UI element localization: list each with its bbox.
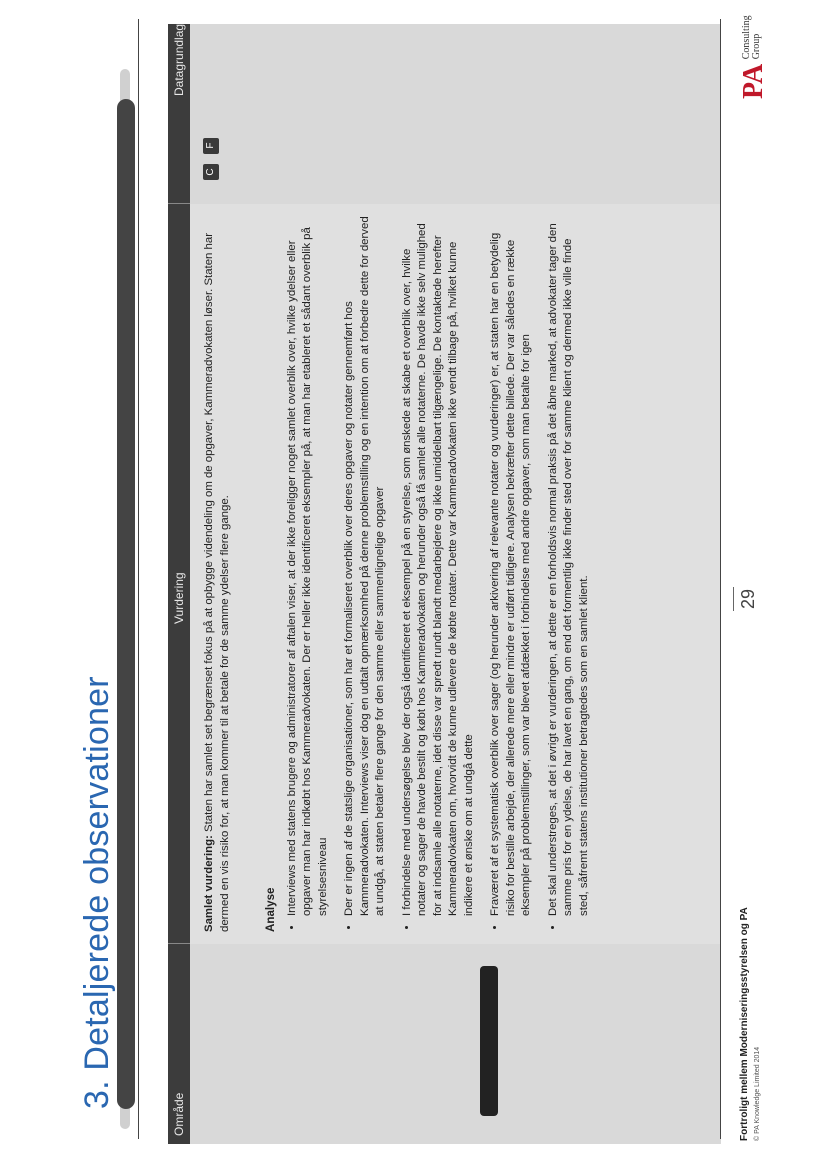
header-evaluation: Vurdering xyxy=(172,572,186,624)
title-underline xyxy=(117,99,135,1109)
page-number: 29 xyxy=(738,588,758,609)
page-title: 3. Detaljerede observationer xyxy=(78,676,116,1109)
analysis-list xyxy=(285,212,593,932)
footer xyxy=(738,907,764,1141)
logo-line2: Group xyxy=(751,33,762,60)
list-item: • I forbindelse med undersøgelse blev der også identificeret et eksempel på en styrelse, som ønskede at skabe et overblik over, hvilke notater og sager de havde bestilt og købt hos Kammeradvokaten og herunder også få samlet alle notaterne. De havde ikke selv mulighed for at indsamle alle notaterne, idet disse var spredt rundt blandt medarbejdere og ikke umiddelbart tilgængelige. De kontaktede herefter Kammeradvokaten om, hvorvidt de kunne udlevere de købte notater. Dette var Kammeradvokaten ikke vendt tilbage på, hvilket kunne indikere et ønske om at undgå dette xyxy=(400,212,478,916)
table-header xyxy=(168,24,190,1144)
top-rule xyxy=(138,19,139,1139)
header-area: Område xyxy=(172,1092,186,1136)
pa-logo xyxy=(738,15,770,99)
overall-assessment-text: Staten har samlet set begrænset fokus på at opbygge videndeling om de opgaver, Kammeradvokaten løser. Staten har dermed en vis risiko for, at man kommer til at betale for de samme ydelser flere gange. xyxy=(203,232,231,932)
logo-text xyxy=(742,15,762,59)
list-item: • Fraværet af et systematisk overblik over sager (og herunder arkivering af relevante notater og vurderinger) er, at staten har en betydelig risiko for bestille arbejde, der allerede mere eller mindre er udført tidligere. Analysen bekræfter dette billede. Der var således en række eksempler på problemstillinger, som var blevet afdækket i forbindelse med andre opgaver, som man betalte for igen xyxy=(488,212,535,916)
list-item: • Det skal understreges, at det i øvrigt er vurderingen, at dette er en forholdsvis normal praksis på det åbne marked, at advokater tager den samme pris for en ydelse, de har lavet en gang, om end det formentlig ikke finder sted over for samme klient og dermed ikke ville finde sted, såfremt statens institutioner betragtedes som en samlet klient. xyxy=(546,212,593,916)
list-item: • Interviews med statens brugere og administratorer af aftalen viser, at der ikke foreligger noget samlet overblik over, hvilke ydelser eller opgaver man har indkøbt hos Kammeradvokaten. Der er heller ikke identificeret eksempler på, at man har etableret et sådant overblik på styrelsesniveau xyxy=(285,212,332,916)
overall-assessment-label: Samlet vurdering: xyxy=(203,835,215,932)
logo-mark: PA xyxy=(738,63,769,99)
area-redaction xyxy=(480,966,498,1116)
logo-line1: Consulting xyxy=(741,15,752,60)
analysis-heading: Analyse xyxy=(264,887,277,932)
data-source-badges xyxy=(200,132,219,180)
footer-confidential: Fortroligt mellem Moderniseringsstyrelsen og PA xyxy=(739,907,750,1141)
area-column xyxy=(190,944,721,1144)
list-item: • Der er ingen af de statslige organisationer, som har et formaliseret overblik over deres opgaver og notater gennemført hos Kammeradvokaten. Interviews viser dog en udtalt opmærksomhed på denne problemstilling og en intention om at forbedre dette for derved at undgå, at staten betaler flere gange for den samme eller sammenlignelige opgaver xyxy=(342,212,389,916)
footer-copyright: © PA Knowledge Limited 2014 xyxy=(754,1046,761,1141)
page-number-rule xyxy=(733,587,734,611)
data-source-badge: C xyxy=(203,164,219,180)
data-column xyxy=(190,24,721,204)
overall-assessment xyxy=(202,212,233,932)
evaluation-content xyxy=(202,212,603,932)
header-separator xyxy=(168,203,190,204)
evaluation-column xyxy=(190,204,721,944)
bottom-rule xyxy=(720,19,721,1139)
header-separator xyxy=(168,943,190,944)
header-data: Datagrundlag xyxy=(172,23,186,96)
observations-table xyxy=(168,24,721,1144)
data-source-badge: F xyxy=(203,138,219,154)
